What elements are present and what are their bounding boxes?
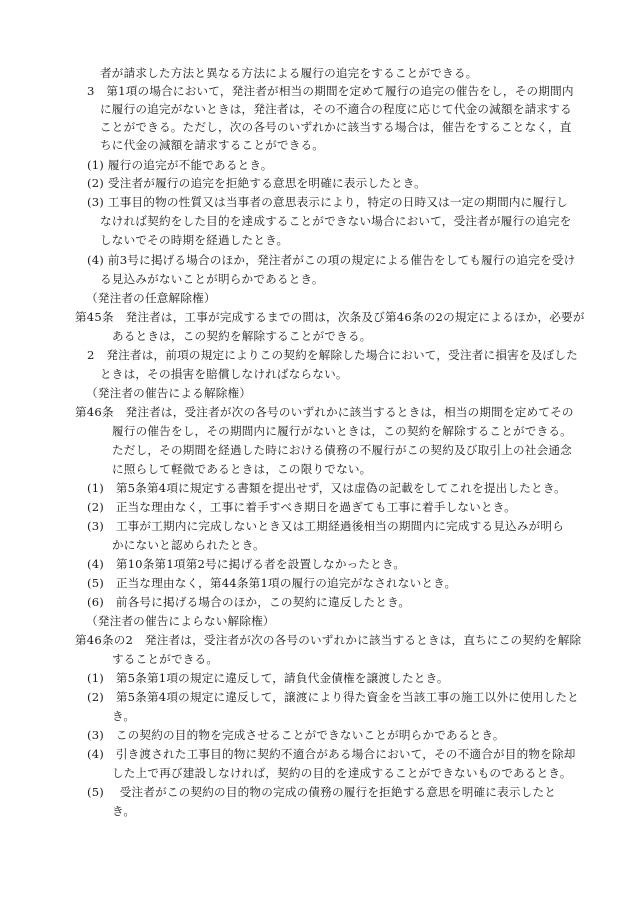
text-line: (2) 正当な理由なく，工事に着手すべき期日を過ぎても工事に着手しないとき。 <box>87 500 516 514</box>
text-line: （発注者の任意解除権） <box>86 291 216 305</box>
text-line: した上で再び建設しなければ，契約の目的を達成することができないものであるとき。 <box>112 766 572 780</box>
text-line: (4) 第10条第1項第2号に掲げる者を設置しなかったとき。 <box>87 557 406 571</box>
text-line: 3 第1項の場合において，発注者が相当の期間を定めて履行の追完の催告をし，その期間内 <box>87 84 574 98</box>
text-line: (3) 工事が工期内に完成しないとき又は工期経過後相当の期間内に完成する見込みが明ら <box>87 519 564 533</box>
text-line: に履行の追完がないときは，発注者は，その不適合の程度に応じて代金の減額を請求する <box>100 102 572 116</box>
text-line: ただし，その期間を経過した時における債務の不履行がこの契約及び取引上の社会通念 <box>112 443 572 457</box>
text-line: ちに代金の減額を請求することができる。 <box>100 138 325 152</box>
text-line: (1) 第5条第4項に規定する書類を提出せず，又は虚偽の記載をしてこれを提出したとき。 <box>87 481 566 495</box>
text-line: (2) 受注者が履行の追完を拒絶する意思を明確に表示したとき。 <box>87 176 426 190</box>
text-line: (1) 第5条第1項の規定に違反して，請負代金債権を譲渡したとき。 <box>87 671 449 685</box>
text-line: なければ契約をした目的を達成することができない場合において，受注者が履行の追完を <box>100 214 572 228</box>
text-line: (3) 工事目的物の性質又は当事者の意思表示により，特定の日時又は一定の期間内に履行し <box>87 195 568 209</box>
text-line: 第46条 発注者は，受注者が次の各号のいずれかに該当するときは，相当の期間を定めてその <box>75 405 574 419</box>
text-line: (2) 第5条第4項の規定に違反して，譲渡により得た資金を当該工事の施工以外に使用したと <box>87 690 579 704</box>
text-line: することができる。 <box>112 652 219 666</box>
text-line: る見込みがないことが明らかであるとき。 <box>100 272 324 286</box>
text-line: (6) 前各号に掲げる場合のほか，この契約に違反したとき。 <box>87 595 411 609</box>
text-line: 2 発注者は，前項の規定によりこの契約を解除した場合において，受注者に損害を及ぼした <box>87 348 578 362</box>
text-line: しないでその時期を経過したとき。 <box>100 233 289 247</box>
text-line: あるときは，この契約を解除することができる。 <box>112 329 372 343</box>
text-line: （発注者の催告によらない解除権） <box>86 614 275 628</box>
text-line: き。 <box>112 804 136 818</box>
text-line: ときは，その損害を賠償しなければならない。 <box>100 367 348 381</box>
text-line: ことができる。ただし，次の各号のいずれかに該当する場合は，催告をすることなく，直 <box>100 120 572 134</box>
text-line: き。 <box>112 709 136 723</box>
text-line: (4) 引き渡された工事目的物に契約不適合がある場合において，その不適合が目的物を除却 <box>87 747 576 761</box>
text-line: (5) 受注者がこの契約の目的物の完成の債務の履行を拒絶する意思を明確に表示したと <box>87 785 557 799</box>
text-line: 者が請求した方法と異なる方法による履行の追完をすることができる。 <box>100 66 478 80</box>
text-line: 第45条 発注者は，工事が完成するまでの間は，次条及び第46条の2の規定によるほか，必要が <box>75 310 585 324</box>
text-line: 履行の催告をし，その期間内に履行がないときは，この契約を解除することができる。 <box>112 424 572 438</box>
text-line: に照らして軽微であるときは，この限りでない。 <box>112 462 372 476</box>
text-line: (1) 履行の追完が不能であるとき。 <box>87 158 273 172</box>
text-line: 第46条の2 発注者は，受注者が次の各号のいずれかに該当するときは，直ちにこの契約を解除 <box>75 633 582 647</box>
text-line: かにないと認められたとき。 <box>112 538 265 552</box>
text-line: (3) この契約の目的物を完成させることができないことが明らかであるとき。 <box>87 728 505 742</box>
text-line: （発注者の催告による解除権） <box>86 386 252 400</box>
text-line: (5) 正当な理由なく，第44条第1項の履行の追完がなされないとき。 <box>87 576 457 590</box>
text-line: (4) 前3号に掲げる場合のほか，発注者がこの項の規定による催告をしても履行の追完を受け <box>87 253 576 267</box>
